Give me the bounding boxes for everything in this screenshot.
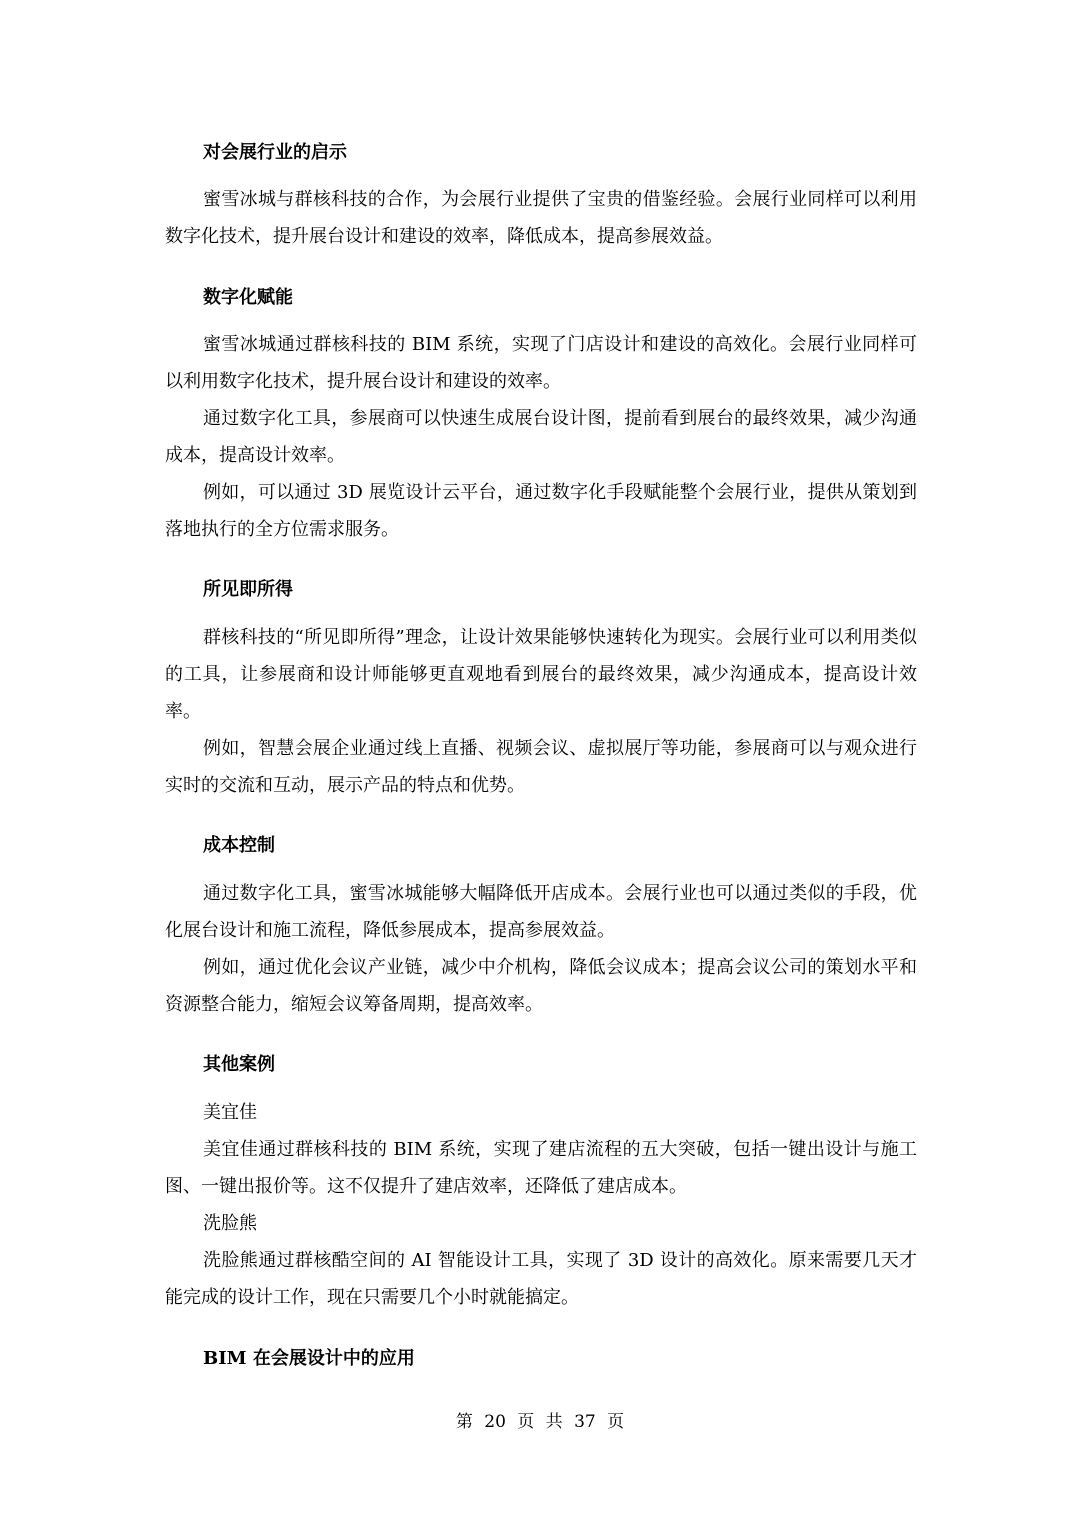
paragraph: 蜜雪冰城与群核科技的合作，为会展行业提供了宝贵的借鉴经验。会展行业同样可以利用数字化技术，提升展台设计和建设的效率，降低成本，提高参展效益。 (165, 189, 917, 247)
page-number-footer: 第 20 页 共 37 页 (455, 1412, 625, 1432)
paragraph: 例如，通过优化会议产业链，减少中介机构，降低会议成本；提高会议公司的策划水平和资源整合能力，缩短会议筹备周期，提高效率。 (165, 957, 917, 1015)
document-page (165, 0, 917, 1527)
section-heading-exhibition-insights: 对会展行业的启示 (203, 142, 347, 163)
case-description: 美宜佳通过群核科技的 BIM 系统，实现了建店流程的五大突破，包括一键出设计与施工图、一键出报价等。这不仅提升了建店效率，还降低了建店成本。 (165, 1139, 917, 1197)
section-heading-digital-empowerment: 数字化赋能 (203, 287, 293, 308)
case-name-meiyijia: 美宜佳 (203, 1102, 257, 1123)
paragraph: 群核科技的“所见即所得”理念，让设计效果能够快速转化为现实。会展行业可以利用类似的工具，让参展商和设计师能够更直观地看到展台的最终效果，减少沟通成本，提高设计效率。 (165, 627, 917, 722)
paragraph: 通过数字化工具，参展商可以快速生成展台设计图，提前看到展台的最终效果，减少沟通成本，提高设计效率。 (165, 408, 917, 466)
case-name-xilianxiong: 洗脸熊 (203, 1213, 257, 1234)
case-description: 洗脸熊通过群核酷空间的 AI 智能设计工具，实现了 3D 设计的高效化。原来需要几天才能完成的设计工作，现在只需要几个小时就能搞定。 (165, 1250, 917, 1308)
section-heading-bim-application: BIM 在会展设计中的应用 (203, 1348, 415, 1369)
section-heading-cost-control: 成本控制 (203, 835, 275, 856)
paragraph: 通过数字化工具，蜜雪冰城能够大幅降低开店成本。会展行业也可以通过类似的手段，优化展台设计和施工流程，降低参展成本，提高参展效益。 (165, 883, 917, 941)
paragraph: 蜜雪冰城通过群核科技的 BIM 系统，实现了门店设计和建设的高效化。会展行业同样可以利用数字化技术，提升展台设计和建设的效率。 (165, 334, 917, 392)
section-heading-wysiwyg: 所见即所得 (203, 579, 293, 600)
section-heading-other-cases: 其他案例 (203, 1054, 275, 1075)
paragraph: 例如，可以通过 3D 展览设计云平台，通过数字化手段赋能整个会展行业，提供从策划到落地执行的全方位需求服务。 (165, 482, 917, 540)
paragraph: 例如，智慧会展企业通过线上直播、视频会议、虚拟展厅等功能，参展商可以与观众进行实时的交流和互动，展示产品的特点和优势。 (165, 738, 917, 796)
